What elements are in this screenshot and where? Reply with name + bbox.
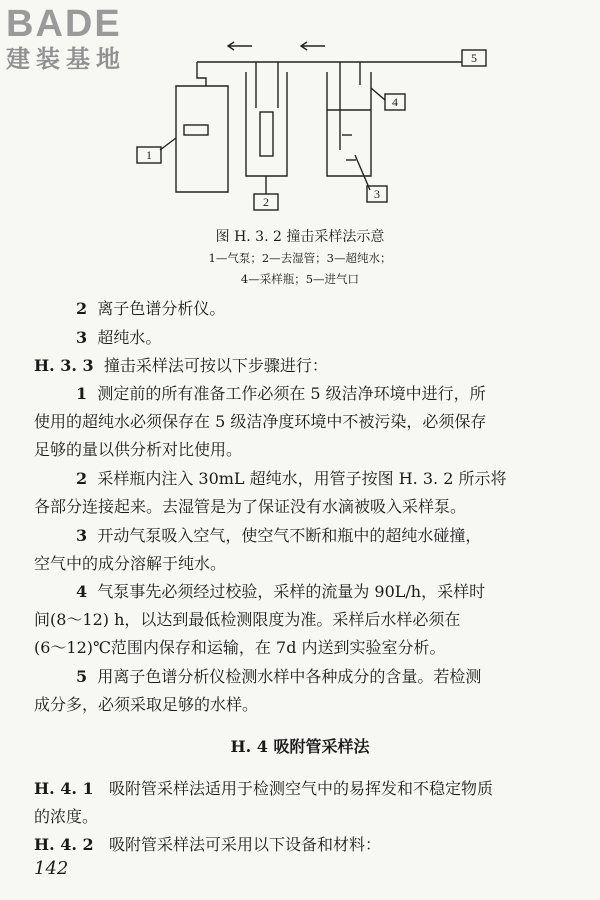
step-line: 成分多，必须采取足够的水样。 [34, 695, 259, 714]
step-number: 4 [76, 582, 88, 601]
equipment-item [76, 296, 225, 319]
flow-arrow-left [228, 42, 252, 50]
step-line [76, 579, 485, 602]
drying-cartridge [260, 112, 273, 156]
clause-number: H. 4. 2 [34, 835, 94, 854]
step-number: 3 [76, 526, 88, 545]
step-text: 测定前的所有准备工作必须在 5 级洁净环境中进行，所 [97, 384, 486, 403]
step-number: 2 [76, 469, 88, 488]
item-number: 2 [76, 299, 88, 318]
step-text: 用离子色谱分析仪检测水样中各种成分的含量。若检测 [97, 667, 482, 686]
pump-display [184, 125, 208, 135]
clause-h4-2 [34, 832, 381, 855]
step-line [76, 523, 481, 546]
callout-2: 2 [263, 195, 269, 209]
clause-number: H. 4. 1 [34, 779, 94, 798]
callout-1: 1 [146, 148, 152, 162]
clause-text: 吸附管采样法适用于检测空气中的易挥发和不稳定物质 [108, 779, 493, 798]
callout-3: 3 [374, 187, 380, 201]
step-text: 开动气泵吸入空气，使空气不断和瓶中的超纯水碰撞， [97, 526, 482, 545]
impinger-sampling-diagram [0, 0, 600, 225]
step-line [76, 381, 486, 404]
flow-arrow-mid [301, 42, 325, 50]
step-line: 各部分连接起来。去湿管是为了保证没有水滴被吸入采样泵。 [34, 497, 467, 516]
logo-subtitle: 建装基地 [6, 45, 126, 73]
item-text: 超纯水。 [97, 328, 162, 347]
step-line: 间(8～12) h，以达到最低检测限度为准。采样后水样必须在 [34, 610, 461, 629]
callout-5: 5 [471, 51, 477, 65]
step-number: 5 [76, 667, 88, 686]
clause-line: 的浓度。 [34, 807, 99, 826]
clause-text: 吸附管采样法可采用以下设备和材料： [108, 835, 381, 854]
step-line [76, 466, 506, 489]
step-text: 气泵事先必须经过校验，采样的流量为 90L/h，采样时 [97, 582, 486, 601]
clause-h4-1 [34, 776, 493, 799]
step-number: 1 [76, 384, 88, 403]
step-line: 足够的量以供分析对比使用。 [34, 440, 243, 459]
item-number: 3 [76, 328, 88, 347]
clause-number: H. 3. 3 [34, 356, 94, 375]
drying-tube-outline [246, 72, 287, 176]
clause-h3-3 [34, 353, 328, 376]
equipment-item [76, 325, 161, 348]
clause-text: 撞击采样法可按以下步骤进行： [103, 356, 328, 375]
figure-caption: 图 H. 3. 2 撞击采样法示意 [215, 229, 385, 245]
section-heading-h4: H. 4 吸附管采样法 [230, 737, 370, 756]
leader-3 [355, 155, 370, 190]
item-text: 离子色谱分析仪。 [97, 299, 226, 318]
step-line: (6～12)℃范围内保存和运输，在 7d 内送到实验室分析。 [34, 638, 446, 657]
pump-outline [176, 86, 228, 192]
pump-head [197, 62, 206, 86]
leader-4 [371, 88, 385, 100]
step-line: 空气中的成分溶解于纯水。 [34, 554, 227, 573]
logo-wordmark: BADE [6, 3, 122, 45]
step-line [76, 664, 481, 687]
leader-1 [160, 138, 176, 150]
figure-legend-line: 1—气泵；2—去湿管；3—超纯水； [208, 251, 392, 265]
callout-4: 4 [392, 95, 398, 109]
figure-legend-line: 4—采样瓶；5—进气口 [240, 272, 360, 286]
page-number: 142 [34, 858, 69, 879]
step-line: 使用的超纯水必须保存在 5 级洁净度环境中不被污染，必须保存 [34, 412, 487, 431]
step-text: 采样瓶内注入 30mL 超纯水，用管子按图 H. 3. 2 所示将 [97, 469, 507, 488]
